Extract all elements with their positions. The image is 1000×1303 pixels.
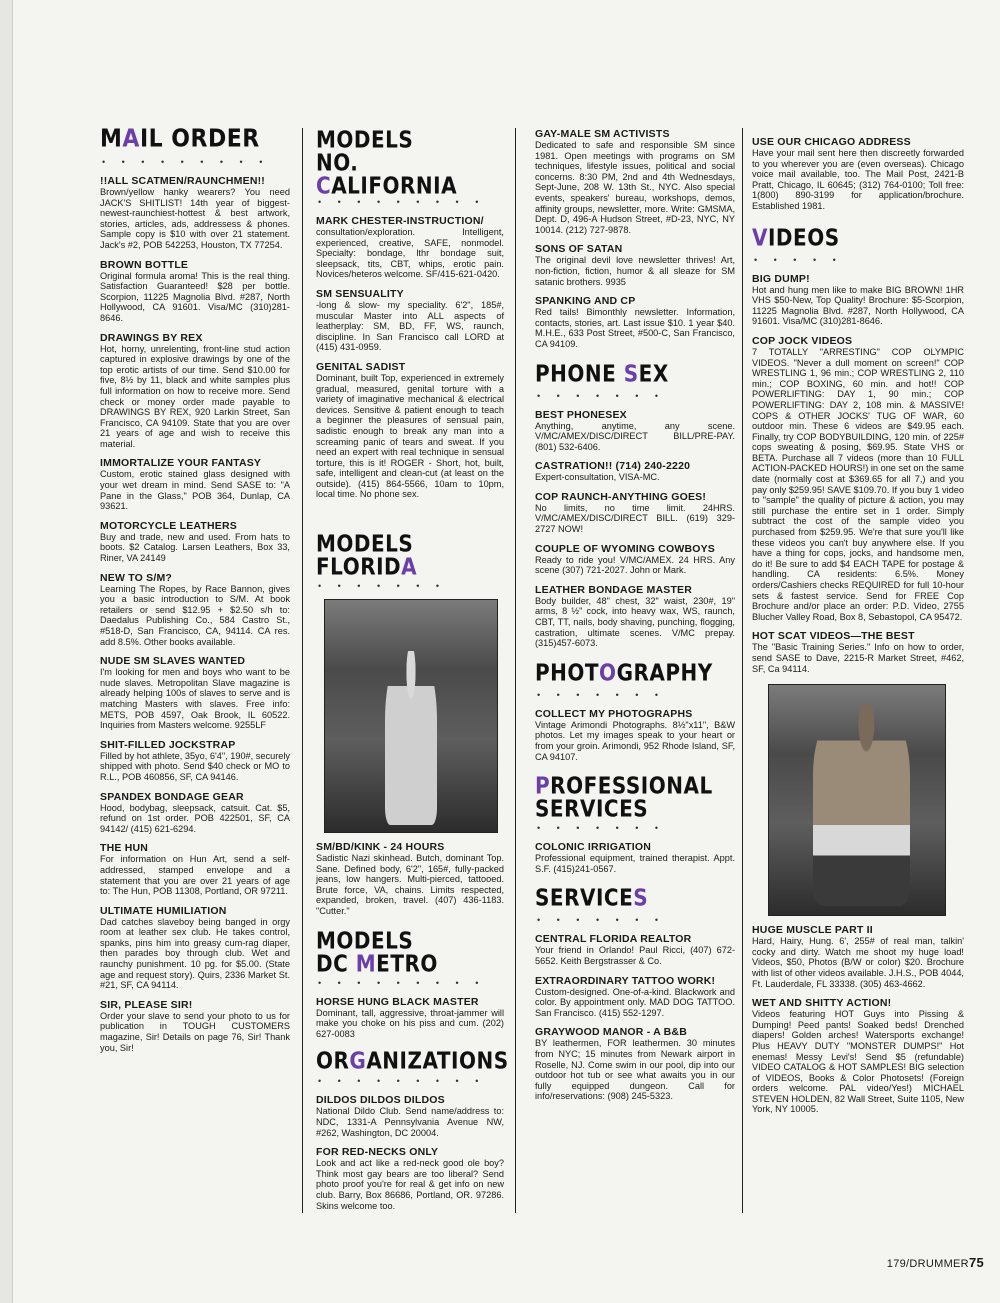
ad-heading: HUGE MUSCLE PART II bbox=[752, 924, 873, 937]
model-photo bbox=[324, 599, 498, 833]
ad-body: Videos featuring HOT Guys into Pissing & Dumping! Peed pants! Soaked beds! Drenched diapers! Golden arches! Watersports exchange! Plus HEAVY DUTY "MONSTER DUMPS!" Hot enemas! Messy Levi's! Send $5 (refundable) VIDEO CATALOG & HOT SAMPLES! BIG selection of VIDEOS, Books & Color Photosets! (Foreign orders welcome. PAL video/Yes!) MICHAEL STEVEN HOLDEN, 82 Wall Street, Suite 1105, New York, NY 10005. bbox=[752, 1009, 964, 1115]
ad-heading: SONS OF SATAN bbox=[535, 243, 623, 256]
ad-heading: NUDE SM SLAVES WANTED bbox=[100, 655, 246, 668]
ad-body: Anything, anytime, any scene. V/MC/AMEX/DISC/DIRECT BILL/PRE-PAY. (801) 532-6406. bbox=[535, 420, 735, 452]
ad-heading: BIG DUMP! bbox=[752, 272, 810, 285]
column-rule bbox=[302, 128, 303, 1213]
ad-heading: HOT SCAT VIDEOS—THE BEST bbox=[752, 630, 915, 643]
ad-heading: COP JOCK VIDEOS bbox=[752, 334, 853, 347]
ad-heading: ULTIMATE HUMILIATION bbox=[100, 904, 227, 917]
ad-body: Red tails! Bimonthly newsletter. Information, contacts, stories, art. Last issue $10. 1 year $40. M.H.E., 633 Post Street, #500-C, San Francisco, CA 94109. bbox=[535, 307, 735, 349]
section-divider-dots: • • • • • • • bbox=[537, 915, 666, 926]
ad-body: The "Basic Training Series." Info on how to order, send SASE to Dave, 2215-R Market Street, #462, SF, Ca 94114. bbox=[752, 642, 964, 674]
ad-heading: DILDOS DILDOS DILDOS bbox=[316, 1094, 445, 1107]
muscle-figure bbox=[813, 704, 910, 906]
column-rule bbox=[515, 128, 516, 1213]
ad-body: Brown/yellow hanky wearers? You need JACK'S SHITLIST! 14th year of biggest-newest-raunchiest-hottest & best artwork, stories, articles, ads, addressess & phones. Sample copy is $10 with over 21 statement. Jack's #2, POB 542253, Houston, TX 77254. bbox=[100, 187, 290, 250]
ad-heading: SM SENSUALITY bbox=[316, 287, 404, 300]
ad-heading: SM/BD/KINK - 24 HOURS bbox=[316, 841, 445, 854]
chicago-address-list bbox=[752, 136, 964, 212]
ad-heading: CENTRAL FLORIDA REALTOR bbox=[535, 933, 692, 946]
ad-body: Look and act like a red-neck good ole boy? Think most gay bears are too liberal? Send photo proof you're for real & get info on new club. Barry, Box 86686, Portland, OR. 97286. Skins welcome too. bbox=[316, 1158, 504, 1211]
ad-heading: THE HUN bbox=[100, 842, 149, 855]
ad-heading: BEST PHONESEX bbox=[535, 408, 627, 421]
ad-heading: LEATHER BONDAGE MASTER bbox=[535, 583, 693, 596]
section-divider-dots: • • • • • • • • • bbox=[318, 1076, 486, 1087]
page-gutter bbox=[0, 0, 13, 1303]
ad-body: Order your slave to send your photo to us for publication in TOUGH CUSTOMERS magazine, Sir! Details on page 76, Sir! Thank you, Sir! bbox=[100, 1010, 290, 1053]
ad-heading: FOR RED-NECKS ONLY bbox=[316, 1146, 439, 1159]
column-models bbox=[316, 125, 509, 1211]
ad-heading: IMMORTALIZE YOUR FANTASY bbox=[100, 457, 262, 470]
ad-body: Expert-consultation, VISA-MC. bbox=[535, 472, 660, 483]
ad-body: Original formula aroma! This is the real thing. Satisfaction Guaranteed! $28 per bottle. Scorpion, 11225 Magnolia Blvd. #287, North Hollywood, CA 91601. Visa/MC (310)281-8646. bbox=[100, 270, 290, 323]
ad-heading: !!ALL SCATMEN/RAUNCHMEN!! bbox=[100, 175, 266, 187]
ad-heading: SPANKING AND CP bbox=[535, 295, 636, 308]
ad-body: Dominant, tall, aggressive, throat-jammer will make you choke on his piss and cum. (202) 627-0083 bbox=[316, 1007, 504, 1039]
ad-body: Hard, Hairy, Hung. 6', 255# of real man, talkin' cocky and dirty. Watch me shoot my huge load! Videos, $50, Photos (B/W or color) $20. Brochure with list of other videos available. J.H.S., POB 4044, Ft. Lauderdale, FL 33338. (305) 463-4662. bbox=[752, 936, 964, 989]
model-figure bbox=[385, 651, 437, 825]
section-title-models-dc: MODELS DC METRO bbox=[316, 926, 438, 977]
ad-heading: USE OUR CHICAGO ADDRESS bbox=[752, 136, 911, 148]
services-list bbox=[535, 933, 735, 1102]
ad-body: Body builder, 48" chest, 32" waist, 230#, 19" arms, 8 ½" cock, into heavy wax, WS, raunch, CBT, TT, nails, body shaving, punching, flogging, castration, ultimate scenes. V/MC prepay. (315)457-6073. bbox=[535, 595, 735, 649]
ad-body: No limits, no time limit. 24HRS. V/MC/AMEX/DISC/DIRECT BILL. (619) 329-2727 NOW! bbox=[535, 502, 735, 535]
videos-list bbox=[752, 273, 964, 675]
ad-body: Dedicated to safe and responsible SM since 1981. Open meetings with programs on SM techniques, lifestyle issues, political and social concerns. 8:30 PM, 2nd and 4th Wednesdays, Sept-June, 208 W. 13th St., NYC. Also special events, speakers' bureau, workshops, demos, affinity groups, newsletter, more. Write: GMSMA, Dept. D, 496-A Hudson Street, #D-23, NYC, NY 10014. (212) 727-9878. bbox=[535, 140, 735, 235]
ad-body: Custom, erotic stained glass designed with your wet dream in mind. Send SASE to: "A Pane in the Glass," POB 364, Dunlap, CA 93621. bbox=[100, 469, 290, 512]
ad-heading: GAY-MALE SM ACTIVISTS bbox=[535, 128, 670, 140]
ad-body: Dad catches slaveboy being banged in orgy room at leather sex club. He takes control, spanks, pins him into greasy cum-rag diaper, then parades boy through club. Wet and raunchy punishment. 10 pg. for $5.00. (State age and request story). Quirs, 2336 Market St. #21, SF, CA 94114. bbox=[100, 916, 290, 991]
section-title-organizations: ORGANIZATIONS bbox=[316, 1047, 509, 1075]
photography-list bbox=[535, 708, 735, 762]
section-title-photography: PHOTOGRAPHY bbox=[535, 658, 713, 687]
mail-order-list bbox=[100, 175, 290, 1053]
ad-heading: NEW TO S/M? bbox=[100, 571, 173, 584]
ad-heading: CASTRATION!! (714) 240-2220 bbox=[535, 460, 691, 473]
ad-body: Hot and hung men like to make BIG BROWN! 1HR VHS $50-New, Top Quality! Brochure: $5-Scorpion, 11225 Magnolia Blvd. #287, North Hollywood, CA 91601. Visa/MC (310)281-8646. bbox=[752, 284, 964, 327]
ad-heading: GRAYWOOD MANOR - A B&B bbox=[535, 1026, 687, 1039]
ad-body: Hot, horny, unrelenting, front-line stud action captured in explosive drawings by one of the top erotic artists of our time. Send $10.00 for five, 8½ by 11, black and white samples plus full information on how to receive more. Send check or money order made payable to DRAWINGS BY REX, 920 Larkin Street, San Francisco, CA 94109. State that you are over 21 years of age and wish to receive this material. bbox=[100, 343, 290, 449]
column-videos bbox=[752, 128, 964, 1115]
ad-heading: MOTORCYCLE LEATHERS bbox=[100, 519, 237, 532]
models-florida-list bbox=[316, 841, 504, 917]
ad-body: Hood, bodybag, sleepsack, catsuit. Cat. $5, refund on 1st order. POB 422501, SF, CA 94142/ (415) 621-6294. bbox=[100, 802, 290, 834]
section-title-videos: VIDEOS bbox=[752, 223, 840, 251]
ad-heading: SHIT-FILLED JOCKSTRAP bbox=[100, 738, 236, 751]
ad-heading: COLONIC IRRIGATION bbox=[535, 841, 651, 854]
ad-body: Have your mail sent here then discreetly forwarded to you wherever you are (even overseas). Chicago voice mail available, too. The Mail Post, 2421-B Pratt, Chicago, IL 60645; (312) 764-0100; Toll free: 1(800) 890-3199 for application/brochure. Established 1981. bbox=[752, 148, 964, 211]
videos-bottom-list bbox=[752, 924, 964, 1115]
activists-list bbox=[535, 128, 735, 350]
ad-body: BY leathermen, FOR leathermen. 30 minutes from NYC; 15 minutes from Newark airport in Roselle, NJ. Come swim in our pool, dip into our outdoor hot tub or see what awaits you in our fully equipped dungeon. Call for info/reservations: (908) 245-5323. bbox=[535, 1038, 735, 1102]
page-number: 75 bbox=[968, 1255, 984, 1270]
ad-body: Vintage Arimondi Photographs. 8½"x11", B&W photos. Let my images speak to your heart or from your groin. Arimondi, 952 Rhode Island, SF, CA 94107. bbox=[535, 719, 735, 762]
ad-heading: COUPLE OF WYOMING COWBOYS bbox=[535, 542, 715, 555]
ad-heading: GENITAL SADIST bbox=[316, 360, 406, 373]
section-title-mail-order: MAIL ORDER bbox=[100, 124, 260, 154]
ad-body: Filled by hot athlete, 35yo, 6'4", 190#, securely shipped with photo. Send $40 check or MO to R.L., POB 460856, SF, CA 94146. bbox=[100, 750, 290, 782]
phone-sex-list bbox=[535, 409, 735, 649]
column-rule bbox=[742, 128, 743, 1213]
section-divider-dots: • • • • • • • • • bbox=[318, 197, 486, 207]
section-divider-dots: • • • • • • • bbox=[318, 581, 447, 592]
section-title-services: SERVICES bbox=[535, 884, 649, 912]
ad-heading: SPANDEX BONDAGE GEAR bbox=[100, 790, 244, 803]
ad-heading: EXTRAORDINARY TATTOO WORK! bbox=[535, 974, 716, 987]
ad-body: For information on Hun Art, send a self-addressed, stamped envelope and a statement that you are over 21 years of age to: The Hun, POB 11308, Portland, OR 97211. bbox=[100, 854, 290, 897]
professional-services-list bbox=[535, 841, 735, 874]
section-divider-dots: • • • • • • • • • bbox=[102, 157, 270, 167]
ad-body: 7 TOTALLY "ARRESTING" COP OLYMPIC VIDEOS. "Never a dull moment on screen!" COP WRESTLING 1, 96 min.; COP WRESTLING 2, 110 min.; COP BOXING, 60 min. and hot!! COP POWERLIFTING: DAY 1, 90 min.; COP POWERLIFTING: DAY 2, 108 min. & MASSIVE! COPS & OTHER JOCKS' TUG OF WAR, 60 outdoor min. These 6 videos are $49.95 each. Finally, try COP BODYBUILDING, 120 min. of 225# cops sweating & posing, $69.95. State VHS or BETA. Purchase all 7 videos (more than 10 FULL ACTION-PACKED HOURS!) in one set on the same date (normally cost at $369.65 for all 7,) and you pay only $259.95! SAVE $109.70. If you buy 1 video to "sample" the quality of picture & action, you may still purchase the entire set in 1 order. Simply subtract the cost of the sample video you purchased from $259.95. We're that sure you'll like these videos you can't buy anywhere else. If you have a thing for cops, jocks, and handsome men, do it! Be sure to add $4 EACH TAPE for postage & handling. CA residents: 6.5%. Money orders/Cashiers checks REQUIRED for full 10-hour sets & fastest service. Send for FREE Cop Brochure and/or place an order: P.D. Video, 2755 Blucher Valley Road, Box 8, Sebastopol, CA 95472. bbox=[752, 346, 964, 622]
ad-body: I'm looking for men and boys who want to be nude slaves. Metropolitan Slave magazine is already helping 100s of slaves to serve and is matching Masters with slaves. Free info: METS, POB 4597, Oak Brook, IL 60522. Inquiries from Masters welcome. 9255LF bbox=[100, 667, 290, 731]
ad-heading: SIR, PLEASE SIR! bbox=[100, 998, 193, 1011]
ad-body: consultation/exploration. Intelligent, experienced, creative, SAFE, nonmodel. Specialty: bondage, lthr bondage suit, sleepsack, tits, CBT, whips, erotic pain. Novices/heteros welcome. SF/415-621-0420. bbox=[316, 227, 504, 280]
ad-heading: DRAWINGS BY REX bbox=[100, 331, 203, 344]
ad-body: -long & slow- my speciality. 6'2", 185#, muscular Master into ALL aspects of leatherplay: SM, BD, FF, WS, raunch, discipline. In San Francisco call LORD at (415) 431-0959. bbox=[316, 299, 504, 353]
ad-heading: BROWN BOTTLE bbox=[100, 258, 189, 271]
ad-body: Learning The Ropes, by Race Bannon, gives you a basic introduction to S/M. At book retailers or send $12.95 + $2.50 s/h to: Daedalus Publishing Co., 584 Castro St., #518-D, San Francisco, CA, 94114. CA res. add 8.5%. Other books available. bbox=[100, 583, 290, 647]
section-divider-dots: • • • • • • • bbox=[537, 823, 666, 834]
muscle-photo bbox=[768, 684, 946, 916]
section-title-professional-services: PROFESSIONAL SERVICES bbox=[535, 771, 713, 823]
section-title-models-florida: MODELS FLORIDA bbox=[316, 529, 418, 581]
column-phone-services bbox=[535, 128, 735, 1102]
models-dc-list bbox=[316, 996, 504, 1040]
ad-body: The original devil love newsletter thrives! Art, non-fiction, fiction, humor & all sleaze for SM satanic brothers. 9935 bbox=[535, 255, 735, 287]
page-footer bbox=[887, 1255, 984, 1270]
section-divider-dots: • • • • • • • bbox=[537, 390, 666, 401]
ad-heading: WET AND SHITTY ACTION! bbox=[752, 997, 892, 1010]
ad-body: National Dildo Club. Send name/address to: NDC, 1331-A Pennsylvania Avenue NW, #262, Washington, DC 20004. bbox=[316, 1106, 504, 1138]
ad-body: Your friend in Orlando! Paul Ricci, (407) 672-5652. Keith Bergstrasser & Co. bbox=[535, 945, 735, 966]
section-title-models-california: MODELS NO. CALIFORNIA bbox=[316, 125, 458, 200]
section-divider-dots: • • • • • • • • • bbox=[318, 977, 486, 988]
section-title-phone-sex: PHONE SEX bbox=[535, 359, 669, 387]
models-california-list bbox=[316, 215, 504, 500]
ad-body: Ready to ride you! V/MC/AMEX. 24 HRS. Any scene (307) 721-2027. John or Mark. bbox=[535, 554, 735, 576]
ad-heading: MARK CHESTER-INSTRUCTION/ bbox=[316, 215, 484, 227]
ad-body: Buy and trade, new and used. From hats to boots. $2 Catalog. Larsen Leathers, Box 33, Riner, VA 24149 bbox=[100, 531, 290, 564]
ad-body: Custom-designed. One-of-a-kind. Blackwork and color. By appointment only. MAD DOG TATTOO. San Francisco. (415) 552-1297. bbox=[535, 986, 735, 1018]
section-divider-dots: • • • • • bbox=[754, 254, 843, 265]
ad-heading: COLLECT MY PHOTOGRAPHS bbox=[535, 707, 693, 720]
ad-body: Professional equipment, trained therapist. Appt. S.F. (415)241-0567. bbox=[535, 853, 735, 874]
section-divider-dots: • • • • • • • bbox=[537, 689, 666, 700]
ad-body: Sadistic Nazi skinhead. Butch, dominant Top. Sane. Defined body, 6'2", 165#, fully-packed jeans, low hangers. Multi-pierced, tattooed. Brute force, VA, chains. Limits respected, expanded, broken, travel. (407) 436-1183. "Cutter." bbox=[316, 853, 504, 917]
column-mail-order bbox=[100, 124, 290, 1053]
organizations-list bbox=[316, 1094, 504, 1211]
ad-body: Dominant, built Top, experienced in extremely gradual, measured, genital torture with a variety of imaginative mechanical & electrical devices. Sensitive & patient enough to teach a beginner the pleasures of sensual pain, sadistic enough to break any man into a screaming panic of tears and sweat. If you need an expert with real technique in sensual torture, this is it! ROGER - Short, hot, built, safe, intelligent and clean-cut (at least on the outside). (415) 864-5566, 10am to 10pm, local time. No phone sex. bbox=[316, 372, 504, 500]
ad-heading: COP RAUNCH-ANYTHING GOES! bbox=[535, 490, 707, 503]
issue-label: 179/DRUMMER bbox=[886, 1258, 969, 1270]
ad-heading: HORSE HUNG BLACK MASTER bbox=[316, 995, 479, 1008]
